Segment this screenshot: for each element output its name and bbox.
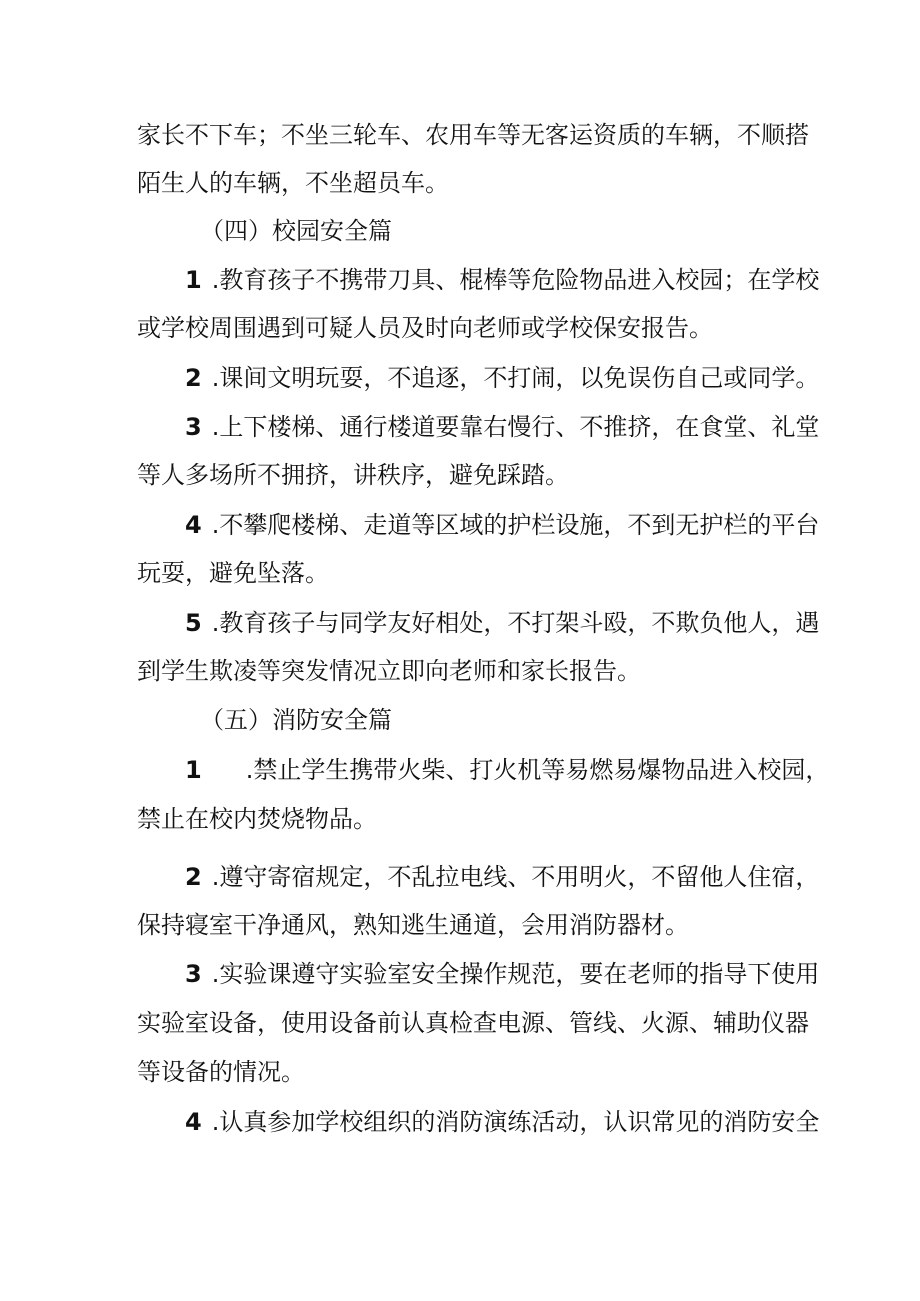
item-text: .课间文明玩耍，不追逐，不打闹，以免误伤自己或同学。 — [211, 364, 820, 392]
item-text: .实验课遵守实验室安全操作规范，要在老师的指导下使用 — [211, 960, 820, 988]
item-number: 1 — [185, 266, 202, 294]
list-item-first-line — [185, 862, 865, 892]
list-item-continuation: 禁止在校内焚烧物品。 — [137, 805, 377, 833]
item-text: .上下楼梯、通行楼道要靠右慢行、不推挤，在食堂、礼堂 — [211, 413, 820, 441]
item-text: .认真参加学校组织的消防演练活动，认识常见的消防安全 — [211, 1108, 820, 1136]
item-text: .遵守寄宿规定，不乱拉电线、不用明火，不留他人住宿， — [211, 863, 820, 891]
list-item-first-line — [185, 959, 865, 989]
list-item-continuation: 等设备的情况。 — [137, 1058, 305, 1086]
list-item-first-line — [185, 412, 865, 442]
item-number: 3 — [185, 413, 202, 441]
item-text: .不攀爬楼梯、走道等区域的护栏设施，不到无护栏的平台 — [211, 511, 820, 539]
item-number: 4 — [185, 1108, 202, 1136]
item-number: 5 — [185, 609, 202, 637]
list-item-continuation: 实验室设备，使用设备前认真检查电源、管线、火源、辅助仪器 — [137, 1009, 809, 1037]
paragraph-line: 陌生人的车辆，不坐超员车。 — [137, 169, 449, 197]
item-number: 2 — [185, 863, 202, 891]
section-heading-fire: （五）消防安全篇 — [200, 706, 392, 734]
list-item-continuation: 玩耍，避免坠落。 — [137, 559, 329, 587]
item-number: 4 — [185, 511, 202, 539]
paragraph-line: 家长不下车；不坐三轮车、农用车等无客运资质的车辆，不顺搭 — [137, 121, 809, 149]
list-item-first-line — [185, 363, 865, 393]
list-item-first-line — [185, 608, 865, 638]
list-item-first-line — [185, 510, 865, 540]
item-text: .教育孩子不携带刀具、棍棒等危险物品进入校园；在学校 — [211, 266, 820, 294]
list-item-continuation: 保持寝室干净通风，熟知逃生通道，会用消防器材。 — [137, 911, 689, 939]
item-text: .教育孩子与同学友好相处，不打架斗殴，不欺负他人，遇 — [211, 609, 820, 637]
section-heading-campus: （四）校园安全篇 — [200, 217, 392, 245]
list-item-continuation: 或学校周围遇到可疑人员及时向老师或学校保安报告。 — [137, 314, 713, 342]
list-item-first-line — [185, 755, 865, 785]
list-item-continuation: 等人多场所不拥挤，讲秩序，避免踩踏。 — [137, 461, 569, 489]
list-item-continuation: 到学生欺凌等突发情况立即向老师和家长报告。 — [137, 657, 641, 685]
list-item-first-line — [185, 1107, 865, 1137]
item-number: 2 — [185, 364, 202, 392]
item-number: 3 — [185, 960, 202, 988]
item-text: .禁止学生携带火柴、打火机等易燃易爆物品进入校园， — [245, 756, 830, 784]
item-number: 1 — [185, 756, 202, 784]
list-item-first-line — [185, 265, 865, 295]
